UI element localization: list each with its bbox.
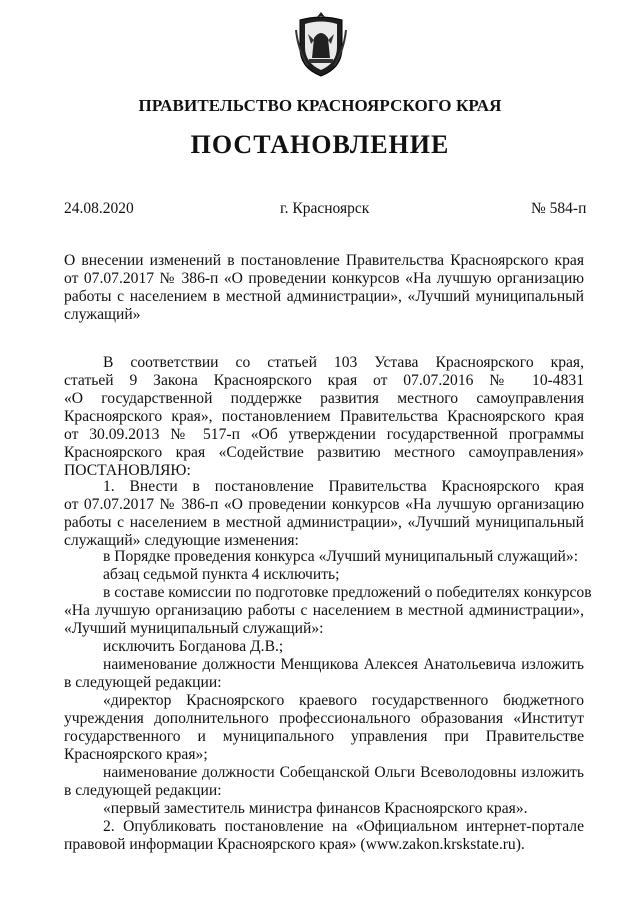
document-date: 24.08.2020 (64, 200, 134, 217)
body-line: 1. Внести в постановление Правительства Красноярского края (103, 478, 584, 495)
body-line: наименование должности Менщикова Алексея Анатольевича изложить (103, 656, 584, 673)
body-line: в Порядке проведения конкурса «Лучший муниципальный служащий»: (103, 548, 579, 565)
body-line: в составе комиссии по подготовке предложений о победителях конкурсов (103, 584, 592, 601)
body-line: «первый заместитель министра финансов Красноярского края». (103, 800, 528, 817)
coat-of-arms-emblem (294, 10, 348, 78)
body-line: Красноярского края»; (64, 746, 208, 763)
body-line: работы с населением в местной администрации», «Лучший муниципальный (64, 514, 584, 531)
title-line: работы с населением в местной администрации», «Лучший муниципальный (64, 288, 584, 305)
document-city: г. Красноярск (280, 200, 370, 217)
document-type-title: ПОСТАНОВЛЕНИЕ (190, 130, 450, 159)
body-line: учреждения дополнительного профессионального образования «Институт (64, 710, 584, 727)
body-line: Красноярского края «Содействие развитию местного самоуправления» (64, 444, 584, 461)
body-line: от 07.07.2017 № 386-п «О проведении конкурсов «На лучшую организацию (64, 496, 584, 513)
body-line: государственного и муниципального управления при Правительстве (64, 728, 584, 745)
body-line: правовой информации Красноярского края» (www.zakon.krskstate.ru). (64, 836, 525, 853)
body-line: служащий» следующие изменения: (64, 532, 299, 549)
body-line: в следующей редакции: (64, 674, 222, 691)
body-line: «директор Красноярского краевого государственного бюджетного (103, 692, 584, 709)
body-line: 2. Опубликовать постановление на «Официальном интернет-портале (103, 818, 584, 835)
title-line: служащий» (64, 306, 141, 323)
document-number: № 584-п (531, 200, 587, 217)
body-line: «Лучший муниципальный служащий»: (64, 620, 324, 637)
body-line: В соответствии со статьей 103 Устава Красноярского края, (103, 354, 584, 371)
body-line: статьей 9 Закона Красноярского края от 07.07.2016 № 10-4831 (64, 372, 584, 389)
body-line: «О государственной поддержке развития местного самоуправления (64, 390, 584, 407)
title-line: от 07.07.2017 № 386-п «О проведении конкурсов «На лучшую организацию (64, 270, 584, 287)
government-title: ПРАВИТЕЛЬСТВО КРАСНОЯРСКОГО КРАЯ (138, 96, 502, 115)
body-line: исключить Богданова Д.В.; (103, 638, 284, 655)
body-line: наименование должности Собещанской Ольги Всеволодовны изложить (103, 764, 584, 781)
body-line: Красноярского края», постановлением Правительства Красноярского края (64, 408, 584, 425)
body-line: абзац седьмой пункта 4 исключить; (103, 566, 340, 583)
title-line: О внесении изменений в постановление Правительства Красноярского края (64, 252, 584, 269)
body-line: в следующей редакции: (64, 782, 222, 799)
body-line: ПОСТАНОВЛЯЮ: (64, 462, 191, 479)
body-line: «На лучшую организацию работы с населением в местной администрации», (64, 602, 584, 619)
body-line: от 30.09.2013 № 517-п «Об утверждении государственной программы (64, 426, 584, 443)
